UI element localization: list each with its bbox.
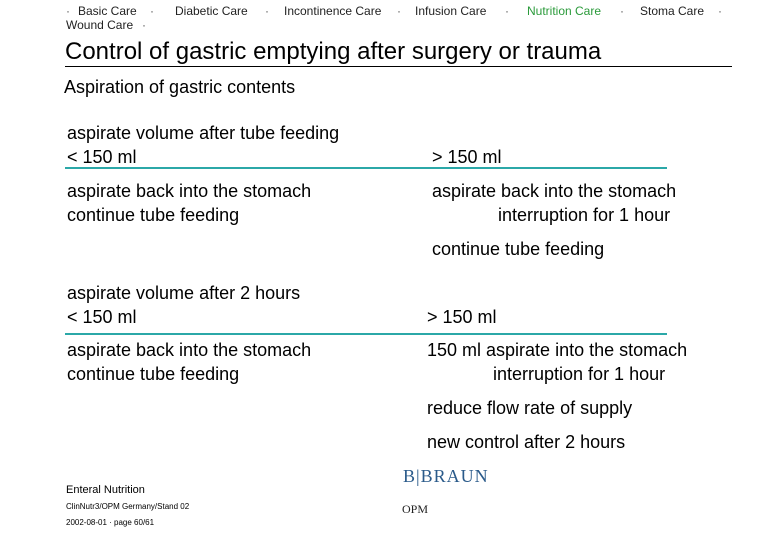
- nav-stoma-care[interactable]: Stoma Care: [640, 4, 705, 18]
- section1-left-action-1: aspirate back into the stomach: [67, 181, 312, 201]
- nav-nutrition-care[interactable]: Nutrition Care: [527, 4, 602, 18]
- nav-separator: ·: [66, 4, 70, 18]
- brand-logo-subtext: OPM: [402, 502, 429, 516]
- footer-label: Enteral Nutrition: [66, 484, 145, 496]
- section2-divider: [65, 333, 667, 335]
- section1-right-action-3: continue tube feeding: [432, 239, 605, 259]
- nav-wound-care[interactable]: Wound Care: [66, 18, 134, 32]
- section2-right-condition: > 150 ml: [427, 307, 497, 327]
- nav-separator: ·: [142, 18, 146, 32]
- section2-right-action-1: 150 ml aspirate into the stomach: [427, 340, 688, 360]
- page-subtitle: Aspiration of gastric contents: [64, 77, 296, 97]
- nav-infusion-care[interactable]: Infusion Care: [415, 4, 487, 18]
- nav-basic-care[interactable]: Basic Care: [78, 4, 137, 18]
- nav-separator: ·: [265, 4, 269, 18]
- section1-left-condition: < 150 ml: [67, 147, 137, 167]
- section2-right-action-3: reduce flow rate of supply: [427, 398, 633, 418]
- nav-separator: ·: [718, 4, 722, 18]
- nav-incontinence-care[interactable]: Incontinence Care: [284, 4, 382, 18]
- nav-separator: ·: [505, 4, 509, 18]
- nav-separator: ·: [150, 4, 154, 18]
- section1-right-action-2: interruption for 1 hour: [498, 205, 671, 225]
- title-underline: [65, 66, 732, 67]
- section1-divider: [65, 167, 667, 169]
- nav-diabetic-care[interactable]: Diabetic Care: [175, 4, 248, 18]
- section1-left-action-2: continue tube feeding: [67, 205, 240, 225]
- nav-separator: ·: [397, 4, 401, 18]
- section2-heading: aspirate volume after 2 hours: [67, 283, 301, 303]
- section1-heading: aspirate volume after tube feeding: [67, 123, 340, 143]
- brand-logo: B|BRAUN: [403, 466, 489, 486]
- section2-left-action-1: aspirate back into the stomach: [67, 340, 312, 360]
- section1-right-condition: > 150 ml: [432, 147, 502, 167]
- section2-right-action-4: new control after 2 hours: [427, 432, 626, 452]
- nav-separator: ·: [620, 4, 624, 18]
- page-title: Control of gastric emptying after surgery or trauma: [65, 38, 602, 65]
- section2-left-action-2: continue tube feeding: [67, 364, 240, 384]
- footer-reference: ClinNutr3/OPM Germany/Stand 02: [66, 502, 190, 511]
- section2-right-action-2: interruption for 1 hour: [493, 364, 666, 384]
- section1-right-action-1: aspirate back into the stomach: [432, 181, 677, 201]
- section2-left-condition: < 150 ml: [67, 307, 137, 327]
- footer-date-page: 2002-08-01 · page 60/61: [66, 518, 155, 527]
